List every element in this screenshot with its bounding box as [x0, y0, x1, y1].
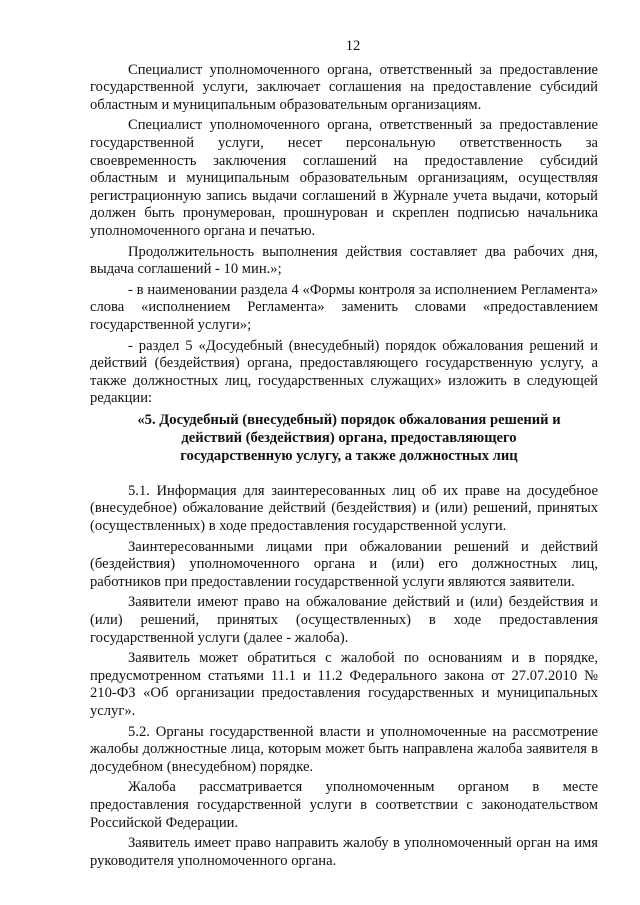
paragraph: Заявитель может обратиться с жалобой по основаниям и в порядке, предусмотренном статьями 11.1 и 11.2 Федерального закона от 27.07.2010 № 210-ФЗ «Об организации предоставления государственных и муниципальных услуг».: [90, 650, 598, 719]
paragraph: Специалист уполномоченного органа, ответственный за предоставление государственной услуги, несет персональную ответственность за своевременность заключения соглашений на предоставление субсидий областным и муниципальным образовательным организациям, осуществляя регистрационную запись выдачи соглашений в Журнале учета выдачи, который должен быть пронумерован, прошнурован и скреплен подписью начальника уполномоченного органа и печатью.: [90, 117, 598, 239]
paragraph: Жалоба рассматривается уполномоченным органом в месте предоставления государственной услуги в соответствии с законодательством Российской Федерации.: [90, 779, 598, 831]
paragraph: - в наименовании раздела 4 «Формы контроля за исполнением Регламента» слова «исполнением Регламента» заменить словами «предоставлением государственной услуги»;: [90, 281, 598, 333]
paragraph: Продолжительность выполнения действия составляет два рабочих дня, выдача соглашений - 10 мин.»;: [90, 243, 598, 278]
paragraph: 5.2. Органы государственной власти и уполномоченные на рассмотрение жалобы должностные лица, которым может быть направлена жалоба заявителя в досудебном (внесудебном) порядке.: [90, 723, 598, 775]
page-number: 12: [345, 38, 361, 54]
paragraph: Заинтересованными лицами при обжаловании решений и действий (бездействия) уполномоченного органа и (или) его должностных лиц, работников при предоставлении государственной услуги являются заявители.: [90, 538, 598, 590]
paragraph: Заявитель имеет право направить жалобу в уполномоченный орган на имя руководителя уполномоченного органа.: [90, 835, 598, 869]
paragraph: Заявители имеют право на обжалование действий и (или) бездействия и (или) решений, принятых (осуществленных) в ходе предоставления государственной услуги (далее - жалоба).: [90, 594, 598, 646]
paragraph: - раздел 5 «Досудебный (внесудебный) порядок обжалования решений и действий (бездействия) органа, предоставляющего государственную услугу, а также должностных лиц, государственных служащих» изложить в следующей редакции:: [90, 337, 598, 407]
section-title: «5. Досудебный (внесудебный) порядок обжалования решений и действий (бездействия) органа, предоставляющего государственную услугу, а также должностных лиц: [137, 411, 561, 464]
paragraph: Специалист уполномоченного органа, ответственный за предоставление государственной услуги, заключает соглашения на предоставление субсидий областным и муниципальным образовательным организациям.: [90, 61, 598, 113]
paragraph: 5.1. Информация для заинтересованных лиц об их праве на досудебное (внесудебное) обжалование действий (бездействия) и (или) решений, принятых (осуществленных) в ходе предоставления государственной услуги.: [90, 482, 598, 535]
